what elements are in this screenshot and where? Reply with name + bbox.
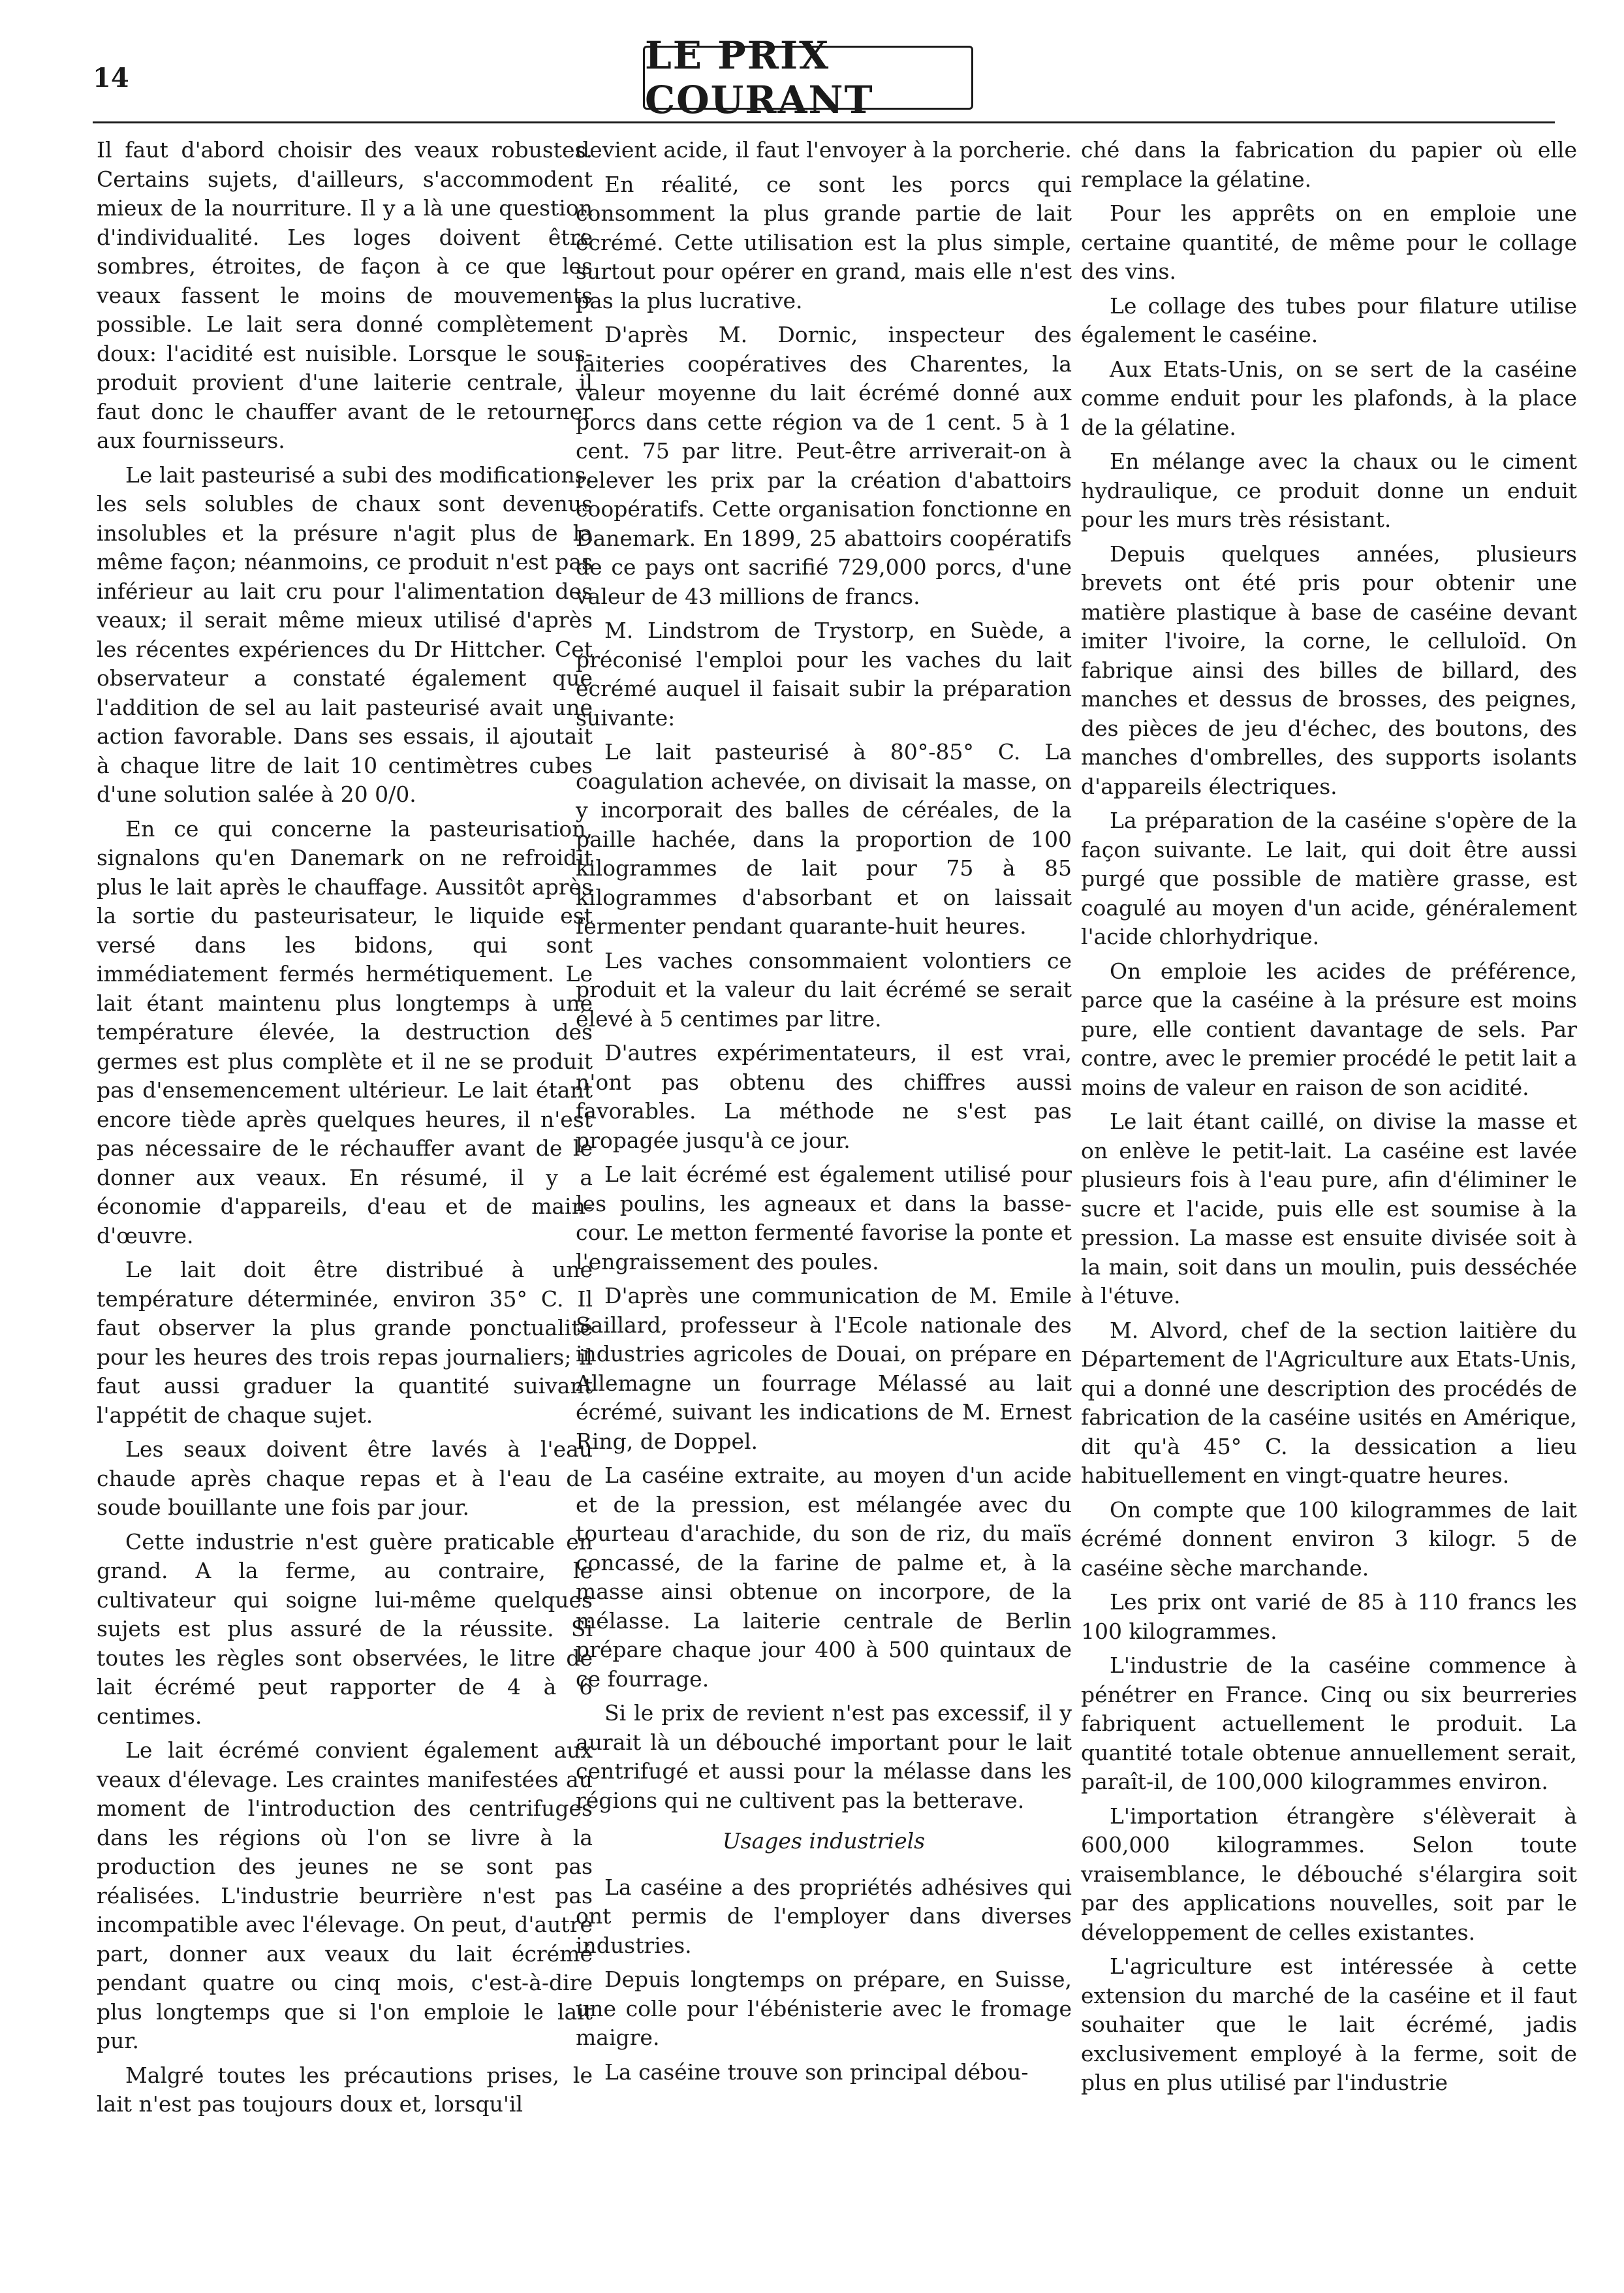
- header-rule: [93, 121, 1555, 123]
- paragraph: D'après une communication de M. Emile Saillard, professeur à l'Ecole nationale des industries agricoles de Douai, on prépare en Allemagne un fourrage Mélassé au lait écrémé, suivant les indications de M. Ernest Ring, de Doppel.: [576, 1283, 1072, 1454]
- paragraph: Depuis quelques années, plusieurs brevets ont été pris pour obtenir une matière plastique à base de caséine devant imiter l'ivoire, la corne, le celluloïd. On fabrique ainsi des billes de billard, des manches et dessus de brosses, des peignes, des pièces de jeu d'échec, des boutons, des manches d'ombrelles, des supports isolants d'appareils électriques.: [1081, 541, 1577, 799]
- paragraph: Pour les apprêts on en emploie une certaine quantité, de même pour le collage des vins.: [1081, 200, 1577, 284]
- paragraph: Malgré toutes les précautions prises, le lait n'est pas toujours doux et, lorsqu'il: [97, 2062, 593, 2117]
- paragraph: Les seaux doivent être lavés à l'eau chaude après chaque repas et à l'eau de soude bouillante une fois par jour.: [97, 1436, 593, 1520]
- paragraph: D'après M. Dornic, inspecteur des laiteries coopératives des Charentes, la valeur moyenne du lait écrémé donné aux porcs dans cette région va de 1 cent. 5 à 1 cent. 75 par litre. Peut-être arriverait-on à relever les prix par la création d'abattoirs coopératifs. Cette organisation fonctionne en Danemark. En 1899, 25 abattoirs coopératifs de ce pays ont sacrifié 729,000 porcs, d'une valeur de 43 millions de francs.: [576, 322, 1072, 609]
- paragraph: La caséine a des propriétés adhésives qui ont permis de l'employer dans diverses industries.: [576, 1874, 1072, 1958]
- paragraph: M. Lindstrom de Trystorp, en Suède, a préconisé l'emploi pour les vaches du lait écrémé auquel il faisait subir la préparation suivante:: [576, 618, 1072, 731]
- paragraph: Le lait écrémé est également utilisé pour les poulins, les agneaux et dans la basse-cour. Le metton fermenté favorise la ponte et l'engraissement des poules.: [576, 1162, 1072, 1274]
- paragraph: L'agriculture est intéressée à cette extension du marché de la caséine et il faut souhaiter que le lait écrémé, jadis exclusivement employé à la ferme, soit de plus en plus utilisé par l'industrie: [1081, 1953, 1577, 2095]
- paragraph: Le lait pasteurisé à 80°-85° C. La coagulation achevée, on divisait la masse, on y incorporait des balles de céréales, de la paille hachée, dans la proportion de 100 kilogrammes de lait pour 75 à 85 kilogrammes d'absorbant et on laissait fermenter pendant quarante-huit heures.: [576, 739, 1072, 939]
- paragraph: Le lait pasteurisé a subi des modifications, les sels solubles de chaux sont devenus insolubles et la présure n'agit plus de la même façon; néanmoins, ce produit n'est pas inférieur au lait cru pour l'alimentation des veaux; il serait même mieux utilisé d'après les récentes expériences du Dr Hittcher. Cet observateur a constaté également que l'addition de sel au lait pasteurisé avait une action favorable. Dans ses essais, il ajoutait à chaque litre de lait 10 centimètres cubes d'une solution salée à 20 0/0.: [97, 462, 593, 807]
- paragraph: Si le prix de revient n'est pas excessif, il y aurait là un débouché important pour le lait centrifugé et aussi pour la mélasse dans les régions qui ne cultivent pas la betterave.: [576, 1700, 1072, 1813]
- paragraph: Le lait étant caillé, on divise la masse et on enlève le petit-lait. La caséine est lavée plusieurs fois à l'eau pure, afin d'éliminer le sucre et l'acide, puis elle est soumise à la pression. La masse est ensuite divisée soit à la main, soit dans un moulin, puis desséchée à l'étuve.: [1081, 1109, 1577, 1308]
- paragraph: Les vaches consommaient volontiers ce produit et la valeur du lait écrémé se serait élevé à 5 centimes par litre.: [576, 947, 1072, 1032]
- paragraph: Depuis longtemps on prépare, en Suisse, une colle pour l'ébénisterie avec le fromage maigre.: [576, 1967, 1072, 2050]
- paragraph: Les prix ont varié de 85 à 110 francs les 100 kilogrammes.: [1081, 1589, 1577, 1644]
- text-column-1: [97, 136, 593, 2125]
- text-column-3: [1081, 136, 1577, 2103]
- page-number: 14: [93, 63, 129, 93]
- paragraph: devient acide, il faut l'envoyer à la porcherie.: [576, 137, 1072, 163]
- paragraph: La préparation de la caséine s'opère de la façon suivante. Le lait, qui doit être aussi purgé que possible de matière grasse, est coagulé au moyen d'un acide, généralement l'acide chlorhydrique.: [1081, 808, 1577, 949]
- paragraph: D'autres expérimentateurs, il est vrai, n'ont pas obtenu des chiffres aussi favorables. La méthode ne s'est pas propagée jusqu'à ce jour.: [576, 1040, 1072, 1153]
- text-column-2: [576, 136, 1072, 2092]
- paragraph: Le collage des tubes pour filature utilise également le caséine.: [1081, 293, 1577, 347]
- paragraph: On compte que 100 kilogrammes de lait écrémé donnent environ 3 kilogr. 5 de caséine sèche marchande.: [1081, 1496, 1577, 1581]
- paragraph: On emploie les acides de préférence, parce que la caséine à la présure est moins pure, elle contient davantage de sels. Par contre, avec le premier procédé le petit lait a moins de valeur en raison de son acidité.: [1081, 958, 1577, 1100]
- paragraph: M. Alvord, chef de la section laitière du Département de l'Agriculture aux Etats-Unis, qui a donné une description des procédés de fabrication de la caséine usités en Amérique, dit qu'à 45° C. la dessication a lieu habituellement en vingt-quatre heures.: [1081, 1317, 1577, 1488]
- paragraph: La caséine trouve son principal débou-: [604, 2059, 1029, 2085]
- paragraph: Aux Etats-Unis, on se sert de la caséine comme enduit pour les plafonds, à la place de la gélatine.: [1081, 356, 1577, 440]
- masthead-logo: LE PRIX COURANT: [643, 46, 973, 110]
- paragraph: L'importation étrangère s'élèverait à 600,000 kilogrammes. Selon toute vraisemblance, le débouché s'élargira soit par des applications nouvelles, soit par le développement de celles existantes.: [1081, 1803, 1577, 1945]
- paragraph: Le lait doit être distribué à une température déterminée, environ 35° C. Il faut observer la plus grande ponctualité pour les heures des trois repas journaliers; il faut aussi graduer la quantité suivant l'appétit de chaque sujet.: [97, 1257, 593, 1428]
- paragraph: ché dans la fabrication du papier où elle remplace la gélatine.: [1081, 137, 1577, 192]
- paragraph: Cette industrie n'est guère praticable en grand. A la ferme, au contraire, le cultivateur qui soigne lui-même quelques sujets est plus assuré de la réussite. Si toutes les règles sont observées, le litre de lait écrémé peut rapporter de 4 à 6 centimes.: [97, 1528, 593, 1729]
- paragraph: En mélange avec la chaux ou le ciment hydraulique, ce produit donne un enduit pour les murs très résistant.: [1081, 449, 1577, 532]
- paragraph: En ce qui concerne la pasteurisation, signalons qu'en Danemark on ne refroidit plus le lait après le chauffage. Aussitôt après la sortie du pasteurisateur, le liquide est versé dans les bidons, qui sont immédiatement fermés hermétiquement. Le lait étant maintenu plus longtemps à une température élevée, la destruction des germes est plus complète et il ne se produit pas d'ensemencement ultérieur. Le lait étant encore tiède après quelques heures, il n'est pas nécessaire de le réchauffer avant de le donner aux veaux. En résumé, il y a économie d'appareils, d'eau et de main-d'œuvre.: [97, 815, 593, 1248]
- paragraph: En réalité, ce sont les porcs qui consomment la plus grande partie de lait écrémé. Cette utilisation est la plus simple, surtout pour opérer en grand, mais elle n'est pas la plus lucrative.: [576, 171, 1072, 313]
- section-subheading: Usages industriels: [722, 1828, 926, 1854]
- paragraph: L'industrie de la caséine commence à pénétrer en France. Cinq ou six beurreries fabriquent actuellement le produit. La quantité totale obtenue annuellement serait, paraît-il, de 100,000 kilogrammes environ.: [1081, 1653, 1577, 1794]
- paragraph: Le lait écrémé convient également aux veaux d'élevage. Les craintes manifestées au moment de l'introduction des centrifuges dans les régions où l'on se livre à la production des jeunes ne se sont pas réalisées. L'industrie beurrière n'est pas incompatible avec l'élevage. On peut, d'autre part, donner aux veaux du lait écrémé pendant quatre ou cinq mois, c'est-à-dire plus longtemps que si l'on emploie le lait pur.: [97, 1737, 593, 2053]
- paragraph: Il faut d'abord choisir des veaux robustes. Certains sujets, d'ailleurs, s'accommodent mieux de la nourriture. Il y a là une question d'individualité. Les loges doivent être sombres, étroites, de façon à ce que les veaux fassent le moins de mouvements possible. Le lait sera donné complètement doux: l'acidité est nuisible. Lorsque le sous-produit provient d'une laiterie centrale, il faut donc le chauffer avant de le retourner aux fournisseurs.: [97, 137, 593, 453]
- paragraph: La caséine extraite, au moyen d'un acide et de la pression, est mélangée avec du tourteau d'arachide, du son de riz, du maïs concassé, de la farine de palme et, à la masse ainsi obtenue on incorpore, de la mélasse. La laiterie centrale de Berlin prépare chaque jour 400 à 500 quintaux de ce fourrage.: [576, 1463, 1072, 1692]
